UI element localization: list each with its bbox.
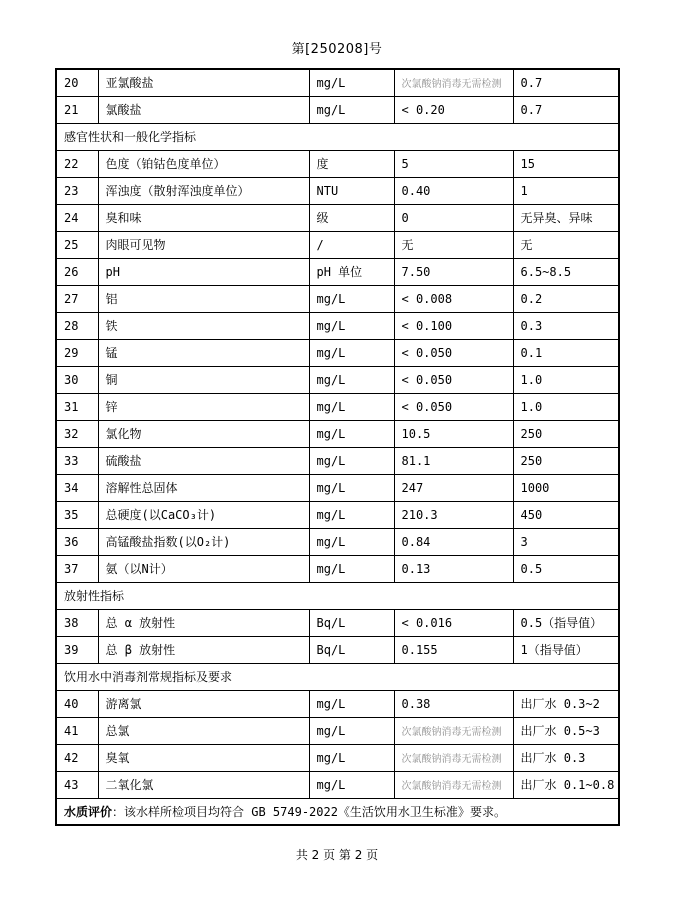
table-row bbox=[56, 69, 619, 96]
unit: mg/L bbox=[309, 555, 394, 582]
limit-value: 0.7 bbox=[513, 69, 619, 96]
item-name: 溶解性总固体 bbox=[98, 474, 309, 501]
table-row bbox=[56, 717, 619, 744]
row-number: 33 bbox=[56, 447, 98, 474]
table-row bbox=[56, 744, 619, 771]
table-row bbox=[56, 177, 619, 204]
unit: Bq/L bbox=[309, 636, 394, 663]
row-number: 23 bbox=[56, 177, 98, 204]
item-name: 总氯 bbox=[98, 717, 309, 744]
item-name: 铁 bbox=[98, 312, 309, 339]
limit-value: 1000 bbox=[513, 474, 619, 501]
limit-value: 0.2 bbox=[513, 285, 619, 312]
unit: mg/L bbox=[309, 420, 394, 447]
limit-value: 0.3 bbox=[513, 312, 619, 339]
measured-value: 210.3 bbox=[394, 501, 513, 528]
table-row bbox=[56, 528, 619, 555]
row-number: 39 bbox=[56, 636, 98, 663]
table-row bbox=[56, 420, 619, 447]
unit: mg/L bbox=[309, 528, 394, 555]
measured-value: 次氯酸钠消毒无需检测 bbox=[394, 69, 513, 96]
measured-value: 247 bbox=[394, 474, 513, 501]
section-title: 饮用水中消毒剂常规指标及要求 bbox=[56, 663, 619, 690]
unit: 级 bbox=[309, 204, 394, 231]
section-row bbox=[56, 123, 619, 150]
item-name: 铝 bbox=[98, 285, 309, 312]
row-number: 22 bbox=[56, 150, 98, 177]
measured-value: < 0.20 bbox=[394, 96, 513, 123]
limit-value: 450 bbox=[513, 501, 619, 528]
limit-value: 出厂水 0.1~0.8 bbox=[513, 771, 619, 798]
item-name: 肉眼可见物 bbox=[98, 231, 309, 258]
table-row bbox=[56, 771, 619, 798]
row-number: 40 bbox=[56, 690, 98, 717]
item-name: 锰 bbox=[98, 339, 309, 366]
table-row bbox=[56, 393, 619, 420]
item-name: pH bbox=[98, 258, 309, 285]
unit: mg/L bbox=[309, 447, 394, 474]
unit: mg/L bbox=[309, 69, 394, 96]
table-row bbox=[56, 285, 619, 312]
row-number: 38 bbox=[56, 609, 98, 636]
measured-value: < 0.008 bbox=[394, 285, 513, 312]
table-row bbox=[56, 96, 619, 123]
item-name: 二氧化氯 bbox=[98, 771, 309, 798]
item-name: 氨（以N计） bbox=[98, 555, 309, 582]
unit: mg/L bbox=[309, 285, 394, 312]
row-number: 35 bbox=[56, 501, 98, 528]
table-row bbox=[56, 555, 619, 582]
table-row bbox=[56, 501, 619, 528]
measured-value: 次氯酸钠消毒无需检测 bbox=[394, 771, 513, 798]
measured-value: 81.1 bbox=[394, 447, 513, 474]
limit-value: 出厂水 0.3 bbox=[513, 744, 619, 771]
item-name: 浑浊度（散射浑浊度单位） bbox=[98, 177, 309, 204]
measured-value: 0 bbox=[394, 204, 513, 231]
measured-value: < 0.050 bbox=[394, 366, 513, 393]
measured-value: < 0.016 bbox=[394, 609, 513, 636]
item-name: 硫酸盐 bbox=[98, 447, 309, 474]
limit-value: 0.5（指导值） bbox=[513, 609, 619, 636]
row-number: 32 bbox=[56, 420, 98, 447]
row-number: 26 bbox=[56, 258, 98, 285]
unit: mg/L bbox=[309, 312, 394, 339]
unit: NTU bbox=[309, 177, 394, 204]
item-name: 臭和味 bbox=[98, 204, 309, 231]
limit-value: 无异臭、异味 bbox=[513, 204, 619, 231]
limit-value: 0.7 bbox=[513, 96, 619, 123]
limit-value: 出厂水 0.3~2 bbox=[513, 690, 619, 717]
table-row bbox=[56, 231, 619, 258]
measured-value: 0.84 bbox=[394, 528, 513, 555]
item-name: 氯化物 bbox=[98, 420, 309, 447]
table-row bbox=[56, 447, 619, 474]
item-name: 总硬度(以CaCO₃计) bbox=[98, 501, 309, 528]
unit: mg/L bbox=[309, 771, 394, 798]
measured-value: 0.13 bbox=[394, 555, 513, 582]
table-row bbox=[56, 474, 619, 501]
row-number: 25 bbox=[56, 231, 98, 258]
table-row bbox=[56, 636, 619, 663]
item-name: 高锰酸盐指数(以O₂计) bbox=[98, 528, 309, 555]
limit-value: 6.5~8.5 bbox=[513, 258, 619, 285]
unit: mg/L bbox=[309, 744, 394, 771]
measured-value: 5 bbox=[394, 150, 513, 177]
limit-value: 3 bbox=[513, 528, 619, 555]
row-number: 21 bbox=[56, 96, 98, 123]
item-name: 亚氯酸盐 bbox=[98, 69, 309, 96]
measured-value: 无 bbox=[394, 231, 513, 258]
measured-value: 10.5 bbox=[394, 420, 513, 447]
table-row bbox=[56, 690, 619, 717]
unit: mg/L bbox=[309, 474, 394, 501]
section-title: 感官性状和一般化学指标 bbox=[56, 123, 619, 150]
section-row bbox=[56, 663, 619, 690]
measured-value: < 0.100 bbox=[394, 312, 513, 339]
limit-value: 无 bbox=[513, 231, 619, 258]
unit: mg/L bbox=[309, 690, 394, 717]
table-row bbox=[56, 204, 619, 231]
item-name: 臭氧 bbox=[98, 744, 309, 771]
measured-value: 次氯酸钠消毒无需检测 bbox=[394, 717, 513, 744]
doc-number: 第[250208]号 bbox=[291, 42, 383, 57]
measured-value: 0.38 bbox=[394, 690, 513, 717]
unit: mg/L bbox=[309, 501, 394, 528]
measured-value: 0.155 bbox=[394, 636, 513, 663]
limit-value: 250 bbox=[513, 420, 619, 447]
measured-value: < 0.050 bbox=[394, 393, 513, 420]
row-number: 43 bbox=[56, 771, 98, 798]
limit-value: 0.5 bbox=[513, 555, 619, 582]
limit-value: 250 bbox=[513, 447, 619, 474]
row-number: 27 bbox=[56, 285, 98, 312]
item-name: 铜 bbox=[98, 366, 309, 393]
unit: pH 单位 bbox=[309, 258, 394, 285]
unit: mg/L bbox=[309, 393, 394, 420]
item-name: 总 α 放射性 bbox=[98, 609, 309, 636]
row-number: 41 bbox=[56, 717, 98, 744]
measured-value: < 0.050 bbox=[394, 339, 513, 366]
item-name: 总 β 放射性 bbox=[98, 636, 309, 663]
measured-value: 7.50 bbox=[394, 258, 513, 285]
table-row bbox=[56, 609, 619, 636]
row-number: 28 bbox=[56, 312, 98, 339]
measured-value: 0.40 bbox=[394, 177, 513, 204]
evaluation-row bbox=[56, 798, 619, 825]
limit-value: 15 bbox=[513, 150, 619, 177]
item-name: 锌 bbox=[98, 393, 309, 420]
row-number: 42 bbox=[56, 744, 98, 771]
row-number: 24 bbox=[56, 204, 98, 231]
row-number: 20 bbox=[56, 69, 98, 96]
limit-value: 出厂水 0.5~3 bbox=[513, 717, 619, 744]
evaluation-text: ：该水样所检项目均符合 GB 5749-2022《生活饮用水卫生标准》要求。 bbox=[112, 804, 506, 819]
section-title: 放射性指标 bbox=[56, 582, 619, 609]
unit: Bq/L bbox=[309, 609, 394, 636]
item-name: 氯酸盐 bbox=[98, 96, 309, 123]
unit: mg/L bbox=[309, 366, 394, 393]
limit-value: 0.1 bbox=[513, 339, 619, 366]
table-row bbox=[56, 312, 619, 339]
unit: mg/L bbox=[309, 96, 394, 123]
section-row bbox=[56, 582, 619, 609]
page-footer: 共 2 页 第 2 页 bbox=[295, 848, 379, 862]
table-row bbox=[56, 339, 619, 366]
unit: 度 bbox=[309, 150, 394, 177]
limit-value: 1 bbox=[513, 177, 619, 204]
table-row bbox=[56, 150, 619, 177]
row-number: 34 bbox=[56, 474, 98, 501]
row-number: 31 bbox=[56, 393, 98, 420]
limit-value: 1.0 bbox=[513, 393, 619, 420]
row-number: 37 bbox=[56, 555, 98, 582]
evaluation-cell bbox=[56, 798, 619, 825]
unit: / bbox=[309, 231, 394, 258]
row-number: 36 bbox=[56, 528, 98, 555]
unit: mg/L bbox=[309, 717, 394, 744]
item-name: 游离氯 bbox=[98, 690, 309, 717]
limit-value: 1.0 bbox=[513, 366, 619, 393]
water-quality-table bbox=[55, 68, 620, 826]
row-number: 29 bbox=[56, 339, 98, 366]
row-number: 30 bbox=[56, 366, 98, 393]
item-name: 色度（铂钴色度单位） bbox=[98, 150, 309, 177]
limit-value: 1（指导值） bbox=[513, 636, 619, 663]
measured-value: 次氯酸钠消毒无需检测 bbox=[394, 744, 513, 771]
evaluation-label: 水质评价 bbox=[64, 804, 113, 819]
unit: mg/L bbox=[309, 339, 394, 366]
table-row bbox=[56, 258, 619, 285]
table-row bbox=[56, 366, 619, 393]
